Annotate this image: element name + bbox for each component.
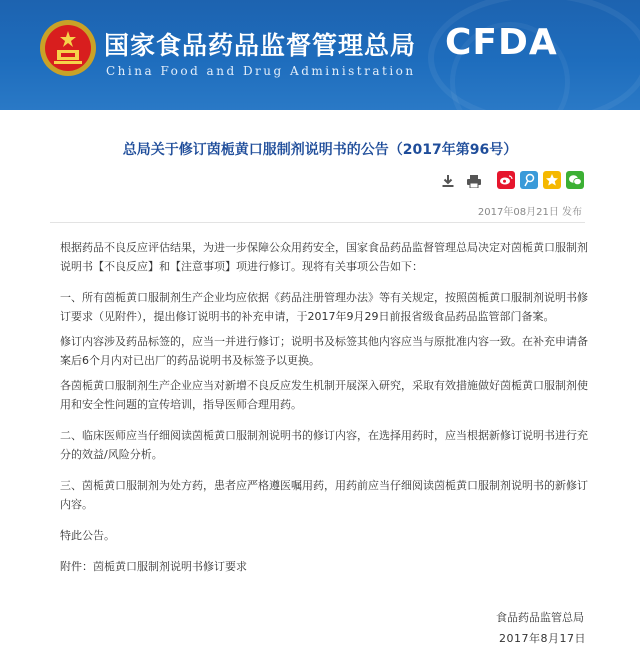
wechat-icon[interactable] <box>566 171 584 189</box>
weibo-icon[interactable] <box>497 171 515 189</box>
signature: 食品药品监管总局 <box>496 611 584 624</box>
tencent-weibo-icon[interactable] <box>520 171 538 189</box>
qzone-icon[interactable] <box>543 171 561 189</box>
attachment-link[interactable]: 附件：茵栀黄口服制剂说明书修订要求 <box>60 560 247 573</box>
cfda-logo: CFDA <box>445 22 558 63</box>
paragraph-item-2: 二、临床医师应当仔细阅读茵栀黄口服制剂说明书的修订内容，在选择用药时，应当根据新修订说明书进行充分的效益/风险分析。 <box>60 429 588 461</box>
national-emblem-icon <box>38 18 98 78</box>
download-icon[interactable] <box>440 173 456 189</box>
article-body <box>60 238 590 588</box>
header-banner <box>0 0 640 110</box>
paragraph-intro: 根据药品不良反应评估结果，为进一步保障公众用药安全，国家食品药品监督管理总局决定对茵栀黄口服制剂说明书【不良反应】和【注意事项】项进行修订。现将有关事项公告如下： <box>60 241 588 273</box>
paragraph-item-3: 三、茵栀黄口服制剂为处方药，患者应严格遵医嘱用药，用药前应当仔细阅读茵栀黄口服制剂说明书的新修订内容。 <box>60 479 588 511</box>
page-title: 总局关于修订茵栀黄口服制剂说明书的公告（2017年第96号） <box>122 142 518 158</box>
paragraph-closing: 特此公告。 <box>60 529 115 542</box>
signature-date: 2017年8月17日 <box>499 632 586 645</box>
paragraph-item-1-research: 各茵栀黄口服制剂生产企业应当对新增不良反应发生机制开展深入研究，采取有效措施做好茵栀黄口服制剂使用和安全性问题的宣传培训，指导医师合理用药。 <box>60 379 588 411</box>
share-bar <box>497 171 584 189</box>
divider <box>50 222 585 223</box>
paragraph-item-1-labels: 修订内容涉及药品标签的，应当一并进行修订；说明书及标签其他内容应当与原批准内容一致。在补充申请备案后6个月内对已出厂的药品说明书及标签予以更换。 <box>60 335 588 367</box>
publish-date: 2017年08月21日 发布 <box>477 207 582 218</box>
agency-title-cn: 国家食品药品监督管理总局 <box>104 31 417 60</box>
agency-title-en: China Food and Drug Administration <box>106 64 416 78</box>
article-tools <box>440 173 482 189</box>
paragraph-item-1: 一、所有茵栀黄口服制剂生产企业均应依据《药品注册管理办法》等有关规定，按照茵栀黄口服制剂说明书修订要求（见附件），提出修订说明书的补充申请，于2017年9月29日前报省级食品药品监管部门备案。 <box>60 291 588 323</box>
print-icon[interactable] <box>466 173 482 189</box>
